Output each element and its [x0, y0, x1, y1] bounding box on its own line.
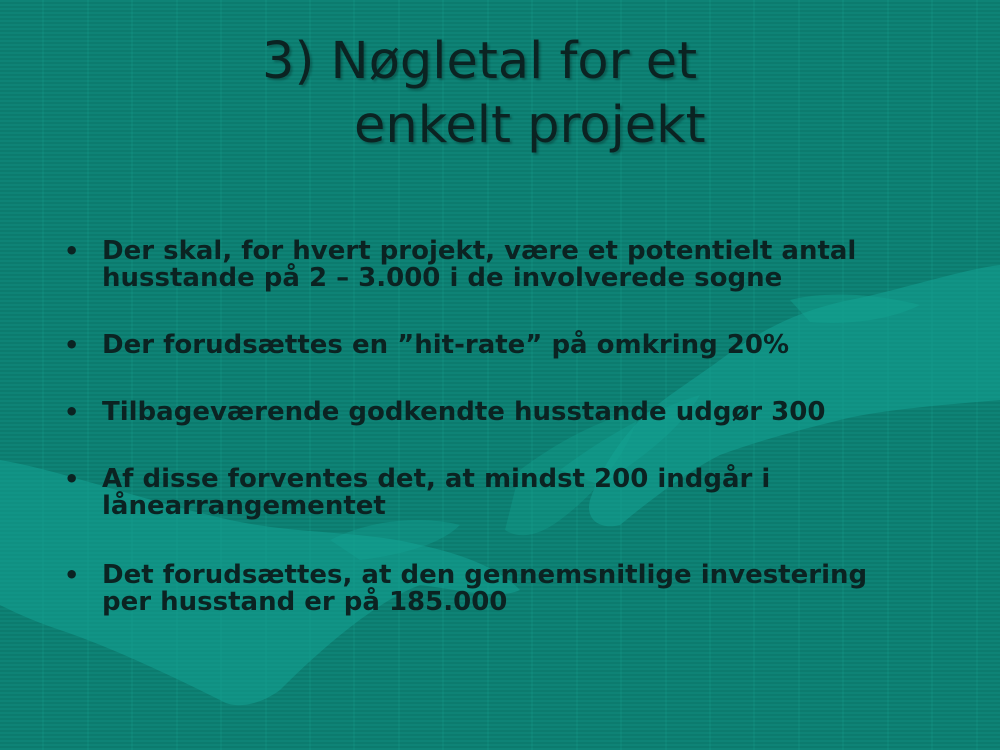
bullet-list — [62, 238, 942, 616]
bullet-item — [62, 466, 942, 520]
bullet-dot-icon: • — [64, 465, 80, 493]
bullet-text-line: Af disse forventes det, at mindst 200 indgår i — [102, 464, 771, 494]
bullet-item — [62, 562, 942, 616]
bullet-text-line: lånearrangementet — [102, 491, 386, 521]
bullet-text-line: Der forudsættes en ”hit-rate” på omkring 20% — [102, 330, 790, 360]
bullet-text-line: Det forudsættes, at den gennemsnitlige investering — [102, 560, 868, 590]
bullet-dot-icon: • — [64, 561, 80, 589]
bullet-text-line: per husstand er på 185.000 — [102, 587, 508, 617]
slide-title-line-2: enkelt projekt — [354, 96, 706, 155]
bullet-item — [62, 399, 942, 426]
bullet-item — [62, 332, 942, 359]
slide-title-line-1: 3) Nøgletal for et — [262, 32, 698, 91]
bullet-item — [62, 238, 942, 292]
bullet-dot-icon: • — [64, 331, 80, 359]
bullet-text-line: Tilbageværende godkendte husstande udgør 300 — [102, 397, 826, 427]
bullet-text-line: husstande på 2 – 3.000 i de involverede sogne — [102, 263, 783, 293]
bullet-text-line: Der skal, for hvert projekt, være et potentielt antal — [102, 236, 857, 266]
bullet-dot-icon: • — [64, 237, 80, 265]
bullet-dot-icon: • — [64, 398, 80, 426]
